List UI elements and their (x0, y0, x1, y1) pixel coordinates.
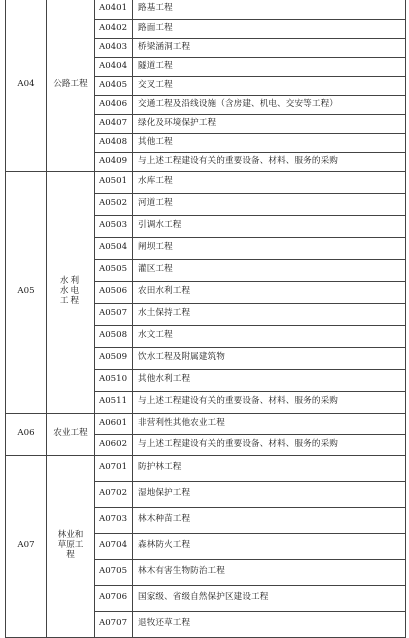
subcategory-code: A0707 (95, 611, 133, 637)
subcategory-code: A0706 (95, 585, 133, 611)
category-code: A06 (6, 413, 47, 455)
subcategory-code: A0401 (95, 0, 133, 19)
subcategory-name: 闸坝工程 (133, 237, 406, 259)
subcategory-code: A0703 (95, 507, 133, 533)
subcategory-name: 引调水工程 (133, 215, 406, 237)
subcategory-name: 路面工程 (133, 19, 406, 38)
subcategory-code: A0507 (95, 303, 133, 325)
table-row (6, 413, 406, 434)
subcategory-name: 林木有害生物防治工程 (133, 559, 406, 585)
category-name: 林业和草原工程 (47, 455, 95, 637)
subcategory-name: 与上述工程建设有关的重要设备、材料、服务的采购 (133, 152, 406, 171)
subcategory-name: 饮水工程及附属建筑物 (133, 347, 406, 369)
subcategory-name: 隧道工程 (133, 57, 406, 76)
subcategory-name: 非营利性其他农业工程 (133, 413, 406, 434)
subcategory-name: 其他水利工程 (133, 369, 406, 391)
subcategory-code: A0502 (95, 193, 133, 215)
subcategory-code: A0704 (95, 533, 133, 559)
subcategory-name: 河道工程 (133, 193, 406, 215)
subcategory-name: 国家级、省级自然保护区建设工程 (133, 585, 406, 611)
subcategory-code: A0506 (95, 281, 133, 303)
subcategory-code: A0409 (95, 152, 133, 171)
category-name: 水利水电工程 (47, 171, 95, 413)
subcategory-code: A0511 (95, 391, 133, 413)
subcategory-code: A0602 (95, 434, 133, 455)
subcategory-code: A0402 (95, 19, 133, 38)
table-row (6, 171, 406, 193)
subcategory-name: 水文工程 (133, 325, 406, 347)
table-row (6, 455, 406, 481)
category-code: A07 (6, 455, 47, 637)
category-code: A04 (6, 0, 47, 171)
subcategory-name: 防护林工程 (133, 455, 406, 481)
subcategory-code: A0508 (95, 325, 133, 347)
subcategory-code: A0407 (95, 114, 133, 133)
subcategory-name: 交通工程及沿线设施（含房建、机电、交安等工程） (133, 95, 406, 114)
category-table (5, 0, 406, 638)
subcategory-code: A0504 (95, 237, 133, 259)
subcategory-code: A0702 (95, 481, 133, 507)
subcategory-code: A0403 (95, 38, 133, 57)
category-code: A05 (6, 171, 47, 413)
subcategory-name: 水库工程 (133, 171, 406, 193)
category-name: 公路工程 (47, 0, 95, 171)
subcategory-name: 与上述工程建设有关的重要设备、材料、服务的采购 (133, 434, 406, 455)
category-name: 农业工程 (47, 413, 95, 455)
subcategory-name: 林木种苗工程 (133, 507, 406, 533)
subcategory-code: A0510 (95, 369, 133, 391)
subcategory-code: A0505 (95, 259, 133, 281)
subcategory-name: 森林防火工程 (133, 533, 406, 559)
subcategory-name: 绿化及环境保护工程 (133, 114, 406, 133)
subcategory-code: A0503 (95, 215, 133, 237)
subcategory-name: 农田水利工程 (133, 281, 406, 303)
subcategory-code: A0405 (95, 76, 133, 95)
subcategory-name: 其他工程 (133, 133, 406, 152)
category-table-body (6, 0, 406, 637)
subcategory-name: 桥梁涵洞工程 (133, 38, 406, 57)
subcategory-name: 路基工程 (133, 0, 406, 19)
table-row (6, 0, 406, 19)
subcategory-code: A0406 (95, 95, 133, 114)
subcategory-name: 交叉工程 (133, 76, 406, 95)
subcategory-code: A0408 (95, 133, 133, 152)
subcategory-code: A0509 (95, 347, 133, 369)
subcategory-name: 水土保持工程 (133, 303, 406, 325)
subcategory-code: A0501 (95, 171, 133, 193)
subcategory-name: 湿地保护工程 (133, 481, 406, 507)
subcategory-name: 退牧还草工程 (133, 611, 406, 637)
subcategory-code: A0601 (95, 413, 133, 434)
subcategory-code: A0404 (95, 57, 133, 76)
subcategory-name: 灌区工程 (133, 259, 406, 281)
subcategory-code: A0701 (95, 455, 133, 481)
subcategory-name: 与上述工程建设有关的重要设备、材料、服务的采购 (133, 391, 406, 413)
subcategory-code: A0705 (95, 559, 133, 585)
